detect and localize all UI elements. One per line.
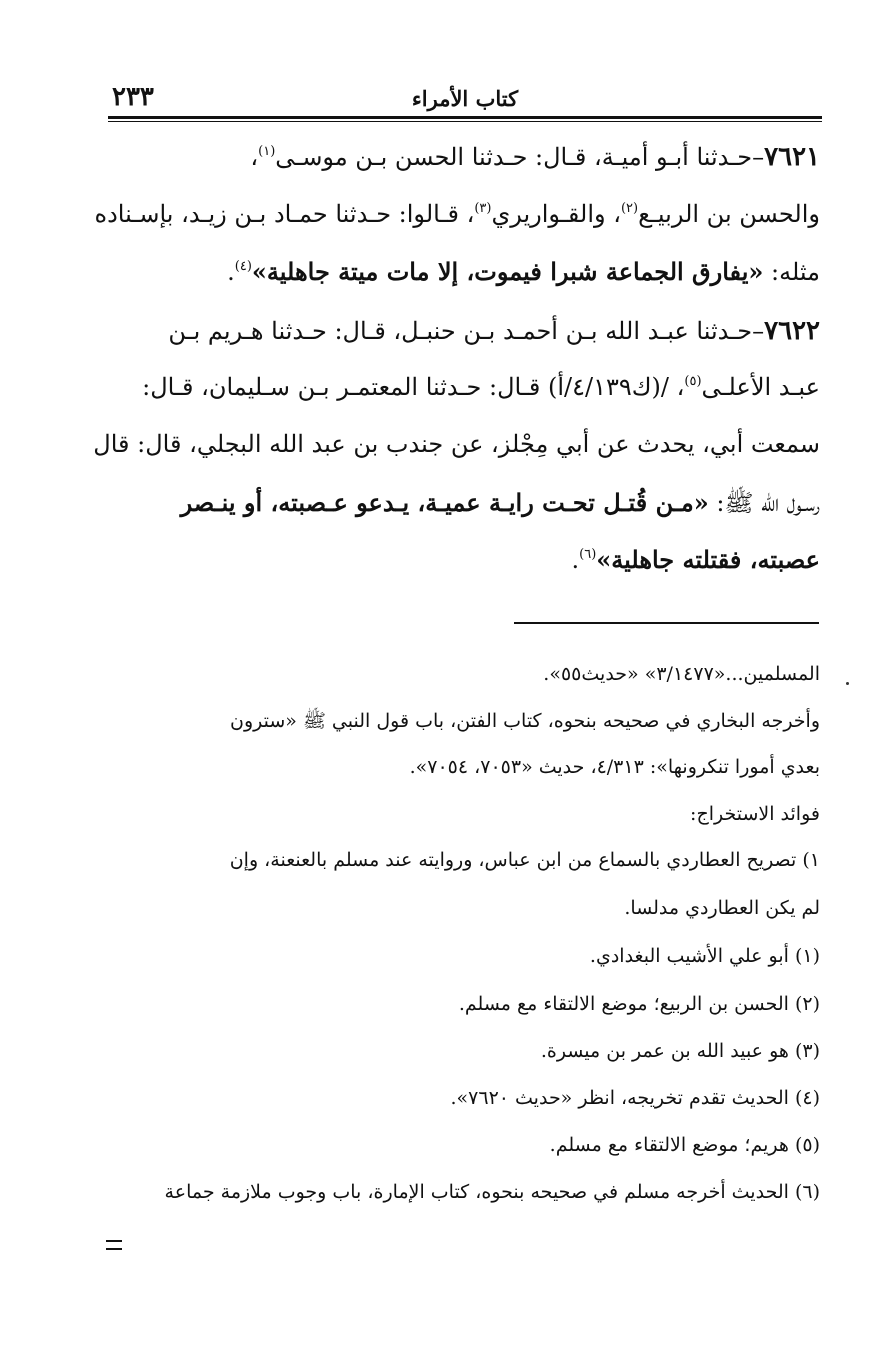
page-header <box>108 80 822 116</box>
footnote-4: (٤) الحديث تقدم تخريجه، انظر «حديث ٧٦٢٠». <box>450 1087 820 1109</box>
running-title: كتاب الأمراء <box>411 86 519 111</box>
header-rule-thick <box>108 116 822 119</box>
header-rule-thin <box>108 121 822 122</box>
footnote-bukhari-line-1: وأخرجه البخاري في صحيحه بنحوه، كتاب الفتن، باب قول النبي ﷺ «سترون <box>230 710 820 732</box>
page-number: ٢٣٣ <box>112 82 154 112</box>
hadith-7622-line-4: رسـول الله ﷺ: «مـن قُتـل تحـت رايـة عميـة، يـدعو عـصبته، أو ينـصر <box>180 488 820 517</box>
footnote-benefits-heading: فوائد الاستخراج: <box>690 803 820 825</box>
footnote-6: (٦) الحديث أخرجه مسلم في صحيحه بنحوه، كتاب الإمارة، باب وجوب ملازمة جماعة <box>164 1181 820 1203</box>
footnote-separator <box>514 622 819 624</box>
hadith-7621-line-1: ٧٦٢١–حـدثنا أبـو أميـة، قـال: حـدثنا الحسن بـن موسـى$^{(١)}$، <box>250 142 820 172</box>
margin-dot <box>846 682 849 685</box>
hadith-7621-line-3: مثله: «يفارق الجماعة شبرا فيموت، إلا مات ميتة جاهلية»$^{(٤)}$. <box>227 257 820 286</box>
footnote-2: (٢) الحسن بن الربيع؛ موضع الالتقاء مع مسلم. <box>458 993 820 1015</box>
hadith-7622-line-3: سمعت أبي، يحدث عن أبي مِجْلز، عن جندب بن عبد الله البجلي، قال: قال <box>93 430 820 458</box>
footnote-5: (٥) هريم؛ موضع الالتقاء مع مسلم. <box>549 1134 820 1156</box>
footnote-continuation: المسلمين...«٣/١٤٧٧» «حديث٥٥». <box>543 663 820 685</box>
footnote-3: (٣) هو عبيد الله بن عمر بن ميسرة. <box>540 1040 820 1062</box>
hadith-7621-line-2: والحسن بن الربيـع$^{(٢)}$، والقـواريري$^{(٣)}$، قـالوا: حـدثنا حمـاد بـن زيـد، بإسـناده <box>94 200 820 228</box>
continuation-mark <box>106 1240 122 1250</box>
footnote-benefit-1-line-1: ١) تصريح العطاردي بالسماع من ابن عباس، وروايته عند مسلم بالعنعنة، وإن <box>229 849 820 871</box>
footnote-1: (١) أبو علي الأشيب البغدادي. <box>589 945 820 967</box>
footnote-bukhari-line-2: بعدي أمورا تنكرونها»: ٤/٣١٣، حديث «٧٠٥٣، ٧٠٥٤». <box>409 756 820 778</box>
hadith-7622-line-5: عصبته، فقتلته جاهلية»$^{(٦)}$. <box>571 545 820 574</box>
hadith-7622-line-1: ٧٦٢٢–حـدثنا عبـد الله بـن أحمـد بـن حنبـل، قـال: حـدثنا هـريم بـن <box>168 316 820 346</box>
footnote-benefit-1-line-2: لم يكن العطاردي مدلسا. <box>624 897 820 919</box>
hadith-7622-line-2: عبـد الأعلـى$^{(٥)}$، /(ك٤/١٣٩/أ) قـال: حـدثنا المعتمـر بـن سـليمان، قـال: <box>142 373 820 401</box>
